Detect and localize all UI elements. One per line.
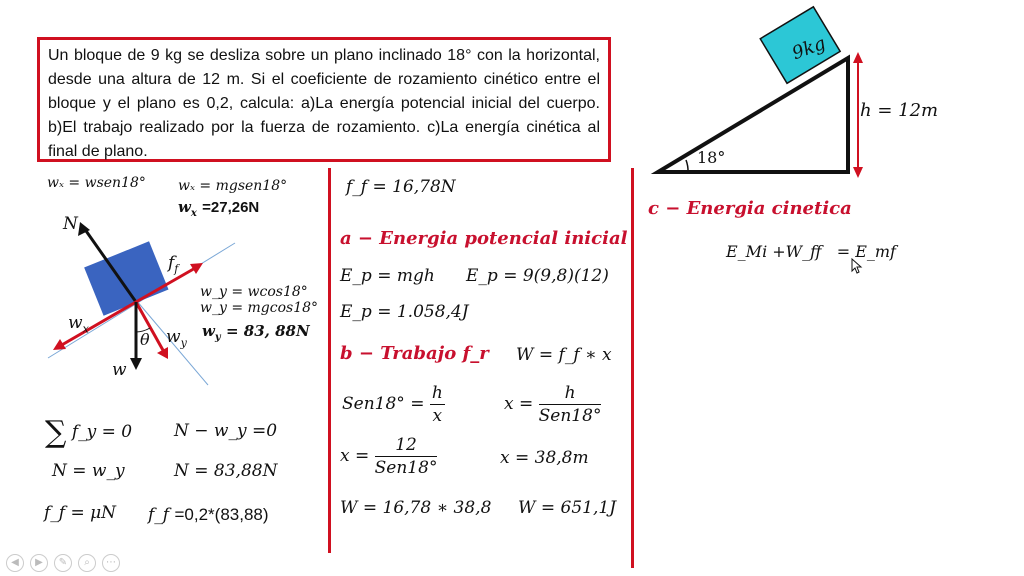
eq-ep-substitution: E_p = 9(9,8)(12) [466,266,609,286]
eq-w-formula: W = f_f ∗ x [516,345,612,365]
eq-wy-wcos: w_y = wcos18° [200,284,308,300]
block-label: 9kg [789,32,829,65]
divider-right [631,168,634,568]
fbd-label-w: w [112,360,127,380]
divider-left [328,168,331,553]
eq-x-formula: x = $\frac{h}{\text{Sen18°}}$ [504,383,602,426]
nav-prev-icon[interactable]: ◀ [6,554,24,572]
eq-n-minus-wy: N − w_y =0 [174,421,278,441]
eq-energy-balance: E_Mi +W_ff = E_mf [726,242,896,261]
height-label: h = 12m [860,100,939,121]
eq-wy-mgcos: w_y = mgcos18° [200,300,319,316]
nav-next-icon[interactable]: ▶ [30,554,48,572]
eq-wx-value: $w_x =27,26N$ [178,198,260,219]
eq-x-substitution: x = $\frac{12}{\text{Sen18°}}$ [340,435,438,478]
eq-ep-value: E_p = 1.058,4J [340,302,469,322]
nav-edit-icon[interactable]: ✎ [54,554,72,572]
heading-energia-cinetica: c − Energia cinetica [648,198,852,219]
eq-w-value: W = 651,1J [518,498,617,518]
heading-trabajo: b − Trabajo f_r [340,343,489,364]
problem-statement-box [37,37,611,162]
angle-label: 18° [697,148,726,167]
eq-n-eq-wy: N = w_y [52,461,125,481]
fbd-label-wy: $w_y$ [166,327,187,350]
eq-ep-mgh: E_p = mgh [340,266,435,286]
eq-x-value: x = 38,8m [500,448,589,468]
eq-w-calc: W = 16,78 ∗ 38,8 [340,498,492,518]
nav-zoom-icon[interactable]: ⌕ [78,554,96,572]
incline-triangle [658,58,848,172]
fbd-block [84,241,168,315]
eq-sum-fy: ∑ f_y = 0 [45,415,133,450]
nav-menu-icon[interactable]: ⋯ [102,554,120,572]
eq-n-value: N = 83,88N [174,461,278,481]
eq-ff-result: f_f = 16,78N [346,177,456,197]
problem-text: Un bloque de 9 kg se desliza sobre un plano inclinado 18° con la horizontal, desde una altura de 12 m. Si el coeficiente de rozamiento cinético entre el bloque y el plano es 0,2, calcula: a)La energía potencial inicial del cuerpo. b)El trabajo realizado por la fuerza de rozamiento. c)La energía cinética al final de plano. [48,47,600,160]
fbd-label-ff: $f_f$ [168,253,179,276]
fbd-label-N: N [63,214,78,234]
eq-wx-mgsen: wₓ = mgsen18° [178,178,288,194]
mouse-cursor-icon [851,258,863,274]
eq-wy-value: $w_y = 83$, 88N [202,322,310,343]
eq-wx-wsen: wₓ = wsen18° [47,175,146,191]
fbd-label-theta: θ [140,330,150,349]
sigma-symbol: ∑ [45,415,67,450]
incline-diagram [640,0,960,185]
fbd-label-wx: $w_x$ [68,313,89,336]
eq-ff-mu: f_f = μN [44,503,117,523]
heading-energia-potencial: a − Energia potencial inicial [340,228,628,249]
eq-ff-calc: f_f =0,2*(83,88) [148,505,269,525]
eq-sen-ratio: Sen18° = $\frac{h}{x}$ [342,383,443,426]
